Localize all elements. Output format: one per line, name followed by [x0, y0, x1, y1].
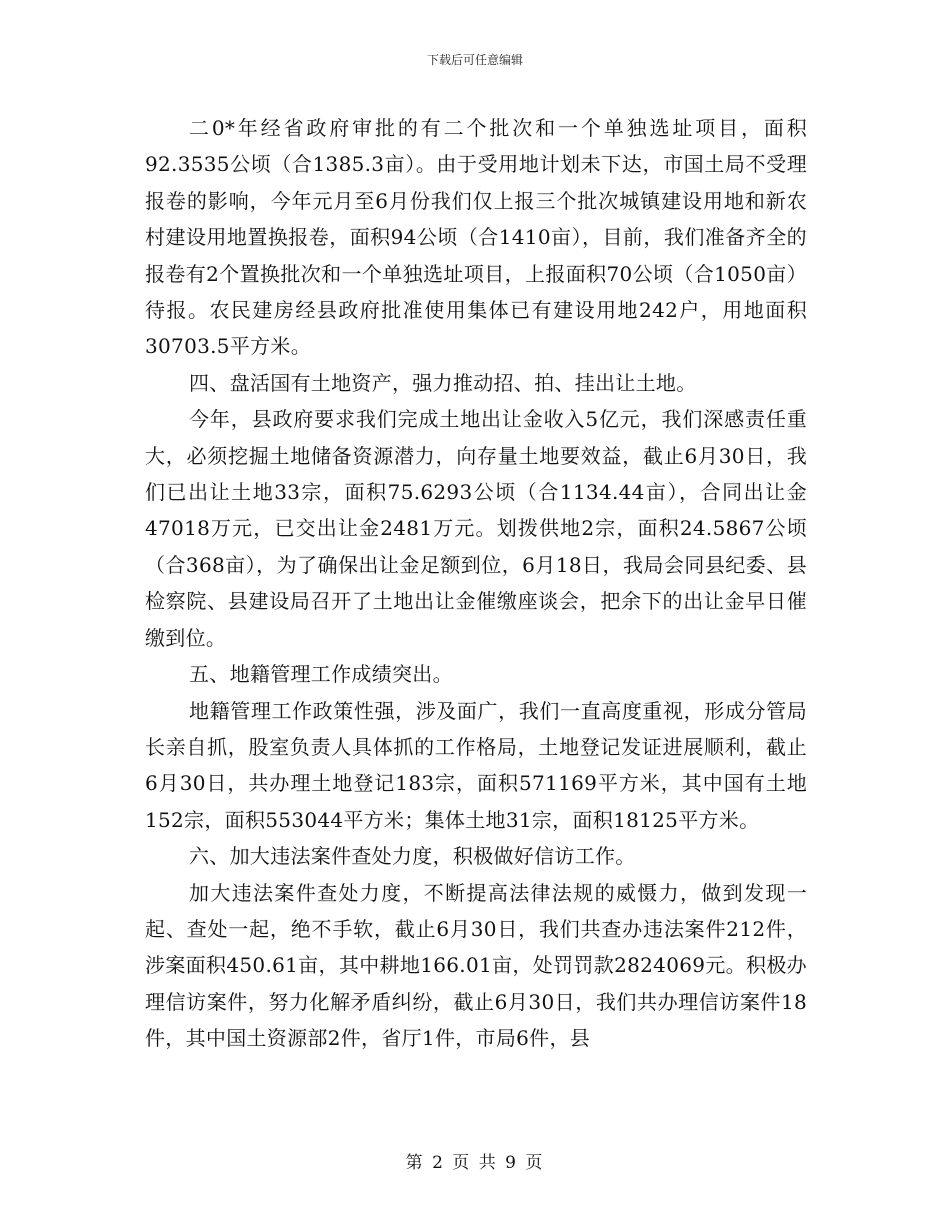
- page-header: 下载后可任意编辑: [426, 53, 523, 67]
- page-footer: 第 2 页 共 9 页: [405, 1153, 545, 1173]
- paragraph-1: 二0*年经省政府审批的有二个批次和一个单独选址项目，面积92.3535公顷（合1385.3亩）。由于受用地计划未下达，市国土局不受理报卷的影响，今年元月至6月份我们仅上报三个批次城镇建设用地和新农村建设用地置换报卷，面积94公顷（合1410亩），目前，我们准备齐全的报卷有2个置换批次和一个单独选址项目，上报面积70公顷（合1050亩）待报。农民建房经县政府批准使用集体已有建设用地242户，用地面积30703.5平方米。: [145, 116, 807, 359]
- paragraph-5: 地籍管理工作政策性强，涉及面广，我们一直高度重视，形成分管局长亲自抓，股室负责人具体抓的工作格局，土地登记发证进展顺利，截止6月30日，共办理土地登记183宗，面积571169平方米，其中国有土地152宗，面积553044平方米；集体土地31宗，面积18125平方米。: [145, 698, 807, 832]
- paragraph-3: 今年，县政府要求我们完成土地出让金收入5亿元，我们深感责任重大，必须挖掘土地储备资源潜力，向存量土地要效益，截止6月30日，我们已出让土地33宗，面积75.6293公顷（合1134.44亩），合同出让金47018万元，已交出让金2481万元。划拨供地2宗，面积24.5867公顷（合368亩），为了确保出让金足额到位，6月18日，我局会同县纪委、县检察院、县建设局召开了土地出让金催缴座谈会，把余下的出让金早日催缴到位。: [145, 407, 807, 650]
- section-heading-6: 六、加大违法案件查处力度，积极做好信访工作。: [189, 844, 636, 869]
- section-heading-4: 四、盘活国有土地资产，强力推动招、拍、挂出让土地。: [189, 370, 697, 395]
- document-body: [145, 110, 807, 1057]
- section-heading-5: 五、地籍管理工作成绩突出。: [189, 662, 453, 687]
- paragraph-7: 加大违法案件查处力度，不断提高法律法规的威慑力，做到发现一起、查处一起，绝不手软，截止6月30日，我们共查办违法案件212件，涉案面积450.61亩，其中耕地166.01亩，处罚罚款2824069元。积极办理信访案件，努力化解矛盾纠纷，截止6月30日，我们共办理信访案件18件，其中国土资源部2件，省厅1件，市局6件，县: [145, 880, 807, 1051]
